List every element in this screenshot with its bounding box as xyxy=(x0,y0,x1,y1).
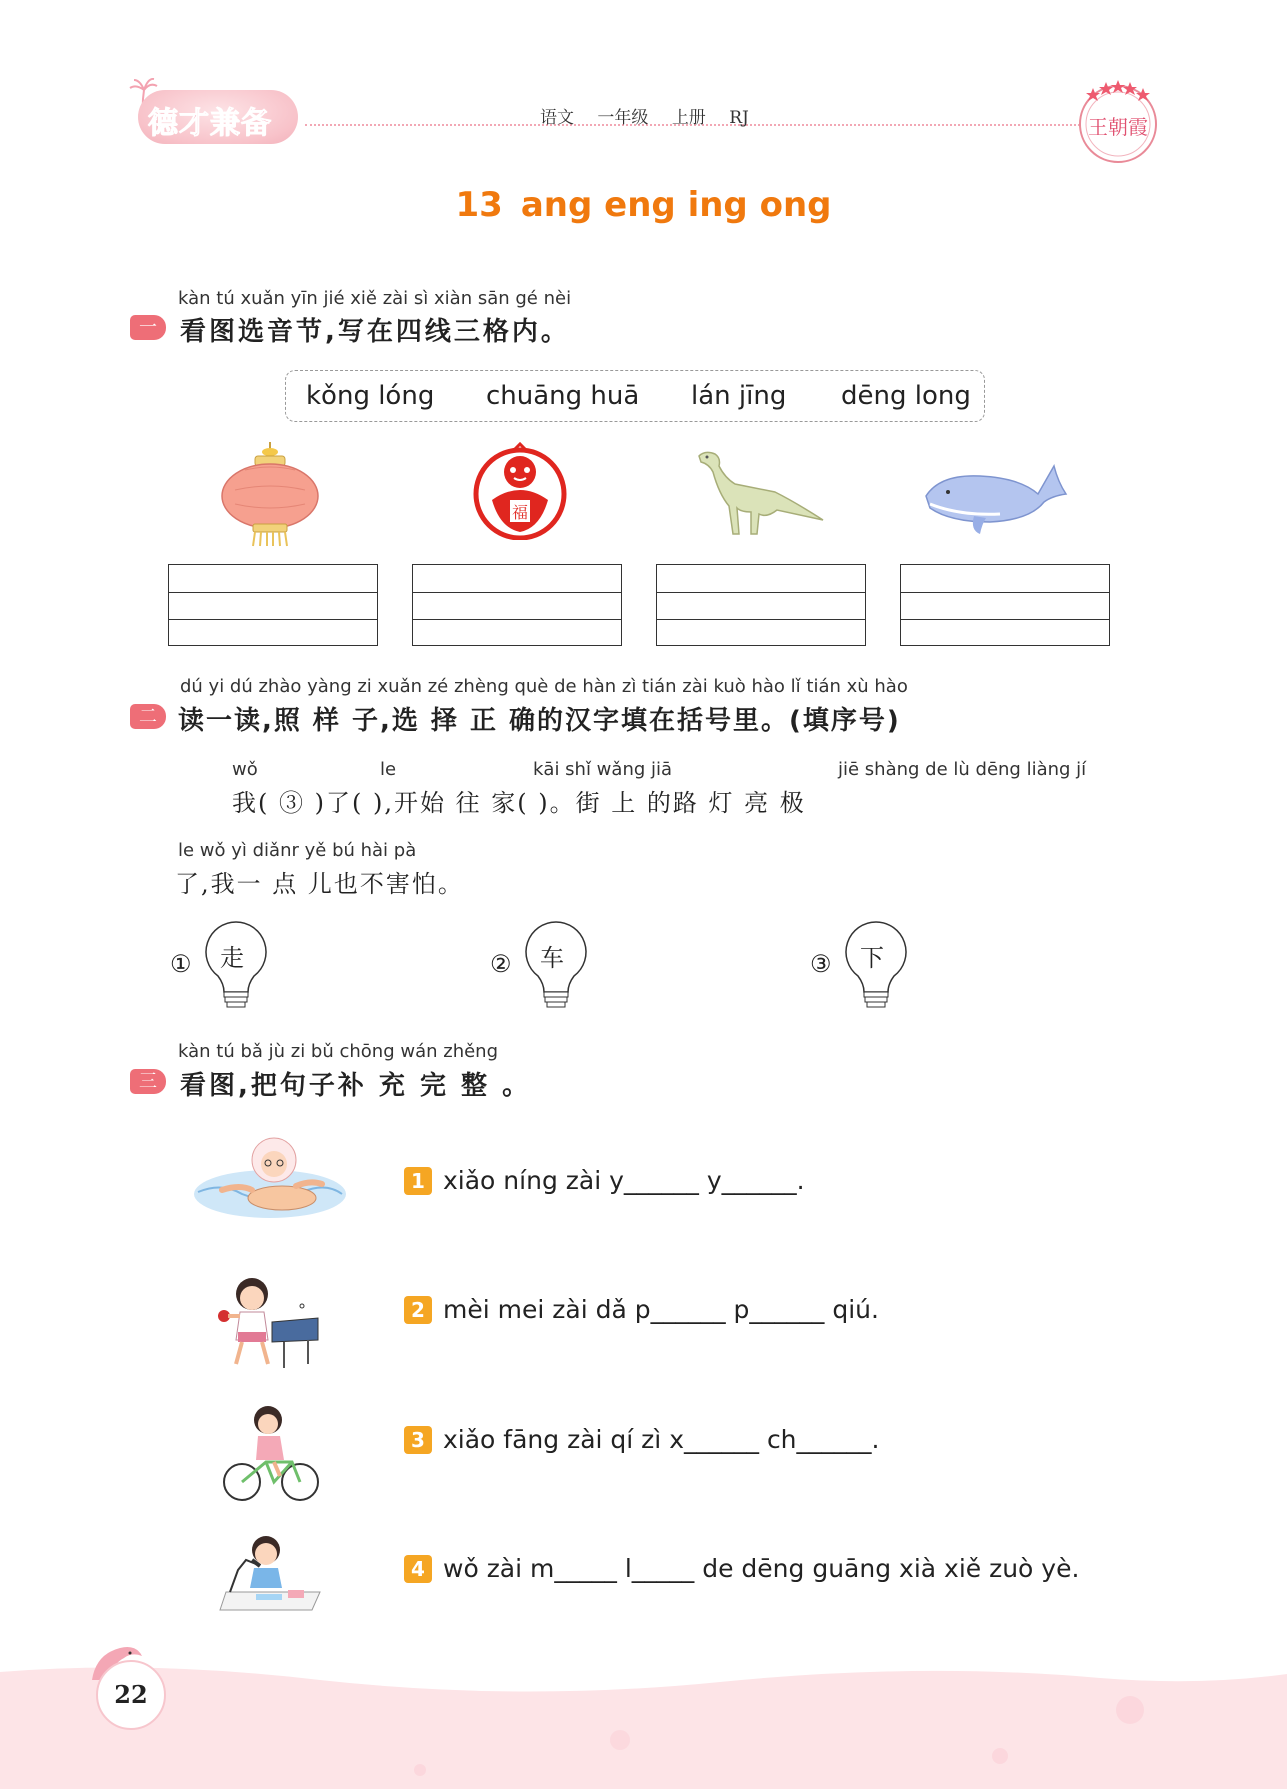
section3-badge: 三 xyxy=(130,1069,166,1094)
option-char: 车 xyxy=(540,944,564,972)
writing-grid-1[interactable] xyxy=(168,564,378,646)
lantern-icon xyxy=(215,440,325,548)
grade: 一年级 xyxy=(597,108,649,128)
whale-icon xyxy=(920,460,1070,536)
word-bank-item: kǒng lóng xyxy=(306,381,435,411)
page-number: 22 xyxy=(96,1660,166,1730)
section3-pinyin: kàn tú bǎ jù zi bǔ chōng wán zhěng xyxy=(178,1041,499,1062)
line1-pinyin-wo: wǒ xyxy=(232,759,258,780)
section1-pinyin: kàn tú xuǎn yīn jié xiě zài sì xiàn sān gé nèi xyxy=(178,288,572,309)
section1-instruction: 看图选音节,写在四线三格内。 xyxy=(180,317,570,347)
dinosaur-icon xyxy=(695,448,825,538)
volume: 上册 xyxy=(671,108,706,128)
line2-pinyin: le wǒ yì diǎnr yě bú hài pà xyxy=(178,840,417,861)
option-number: ① xyxy=(170,950,192,978)
book-info xyxy=(540,103,767,128)
option-bulb-3 xyxy=(810,918,920,1018)
section2-instruction: 读一读,照 样 子,选 择 正 确的汉字填在括号里。(填序号) xyxy=(178,706,901,736)
writing-grid-2[interactable] xyxy=(412,564,622,646)
edition: RJ xyxy=(729,108,749,128)
section1-badge: 一 xyxy=(130,315,166,340)
question-3-text: xiǎo fāng zài qí zì x______ ch______. xyxy=(443,1425,880,1454)
line1-pinyin-jie: jiē shàng de lù dēng liàng jí xyxy=(838,759,1087,780)
option-number: ③ xyxy=(810,950,832,978)
word-bank-item: dēng long xyxy=(841,381,971,411)
section2-pinyin: dú yi dú zhào yàng zi xuǎn zé zhèng què de hàn zì tián zài kuò hào lǐ tián xù hào xyxy=(180,676,908,697)
section3-instruction: 看图,把句子补 充 完 整 。 xyxy=(180,1071,532,1101)
brand-logo xyxy=(128,78,308,150)
writing-grid-4[interactable] xyxy=(900,564,1110,646)
question-2-badge: 2 xyxy=(404,1296,432,1324)
seal-icon xyxy=(1075,78,1161,164)
question-1-badge: 1 xyxy=(404,1167,432,1195)
lesson-title xyxy=(0,185,1287,225)
line1-pinyin-le: le xyxy=(380,759,397,780)
swimming-girl-icon xyxy=(192,1132,348,1222)
question-1-text: xiǎo níng zài y______ y______. xyxy=(443,1166,805,1195)
question-2-text: mèi mei zài dǎ p______ p______ qiú. xyxy=(443,1295,879,1324)
word-bank xyxy=(285,370,985,422)
option-bulb-2 xyxy=(490,918,600,1018)
option-bulb-1 xyxy=(170,918,280,1018)
question-4-text: wǒ zài m_____ l_____ de dēng guāng xià xiě zuò yè. xyxy=(443,1554,1080,1583)
window-paper-cut-icon xyxy=(470,440,570,540)
lesson-number: 13 xyxy=(455,185,503,225)
word-bank-item: lán jīng xyxy=(691,381,787,411)
line1-pinyin-kai: kāi shǐ wǎng jiā xyxy=(533,759,673,780)
writing-grid-3[interactable] xyxy=(656,564,866,646)
footer-decoration xyxy=(0,1660,1287,1789)
question-3-badge: 3 xyxy=(404,1426,432,1454)
logo-text: 德才兼备 xyxy=(148,106,272,141)
seal-text: 王朝霞 xyxy=(1088,115,1148,139)
author-seal xyxy=(1075,78,1161,164)
svg-text:福: 福 xyxy=(511,503,529,522)
option-char: 下 xyxy=(860,944,884,972)
lesson-name: ang eng ing ong xyxy=(520,185,832,225)
bicycle-girl-icon xyxy=(222,1400,322,1504)
option-char: 走 xyxy=(220,944,244,972)
reading-line-2: 了,我一 点 儿也不害怕。 xyxy=(175,870,464,898)
section2-badge: 二 xyxy=(130,704,166,729)
question-4-badge: 4 xyxy=(404,1555,432,1583)
homework-boy-icon xyxy=(216,1530,324,1616)
ping-pong-girl-icon xyxy=(212,1272,322,1370)
option-number: ② xyxy=(490,950,512,978)
subject: 语文 xyxy=(540,108,574,128)
reading-line-1: 我( ③ )了( ),开始 往 家( )。街 上 的路 灯 亮 极 xyxy=(232,789,806,817)
word-bank-item: chuāng huā xyxy=(486,381,640,411)
